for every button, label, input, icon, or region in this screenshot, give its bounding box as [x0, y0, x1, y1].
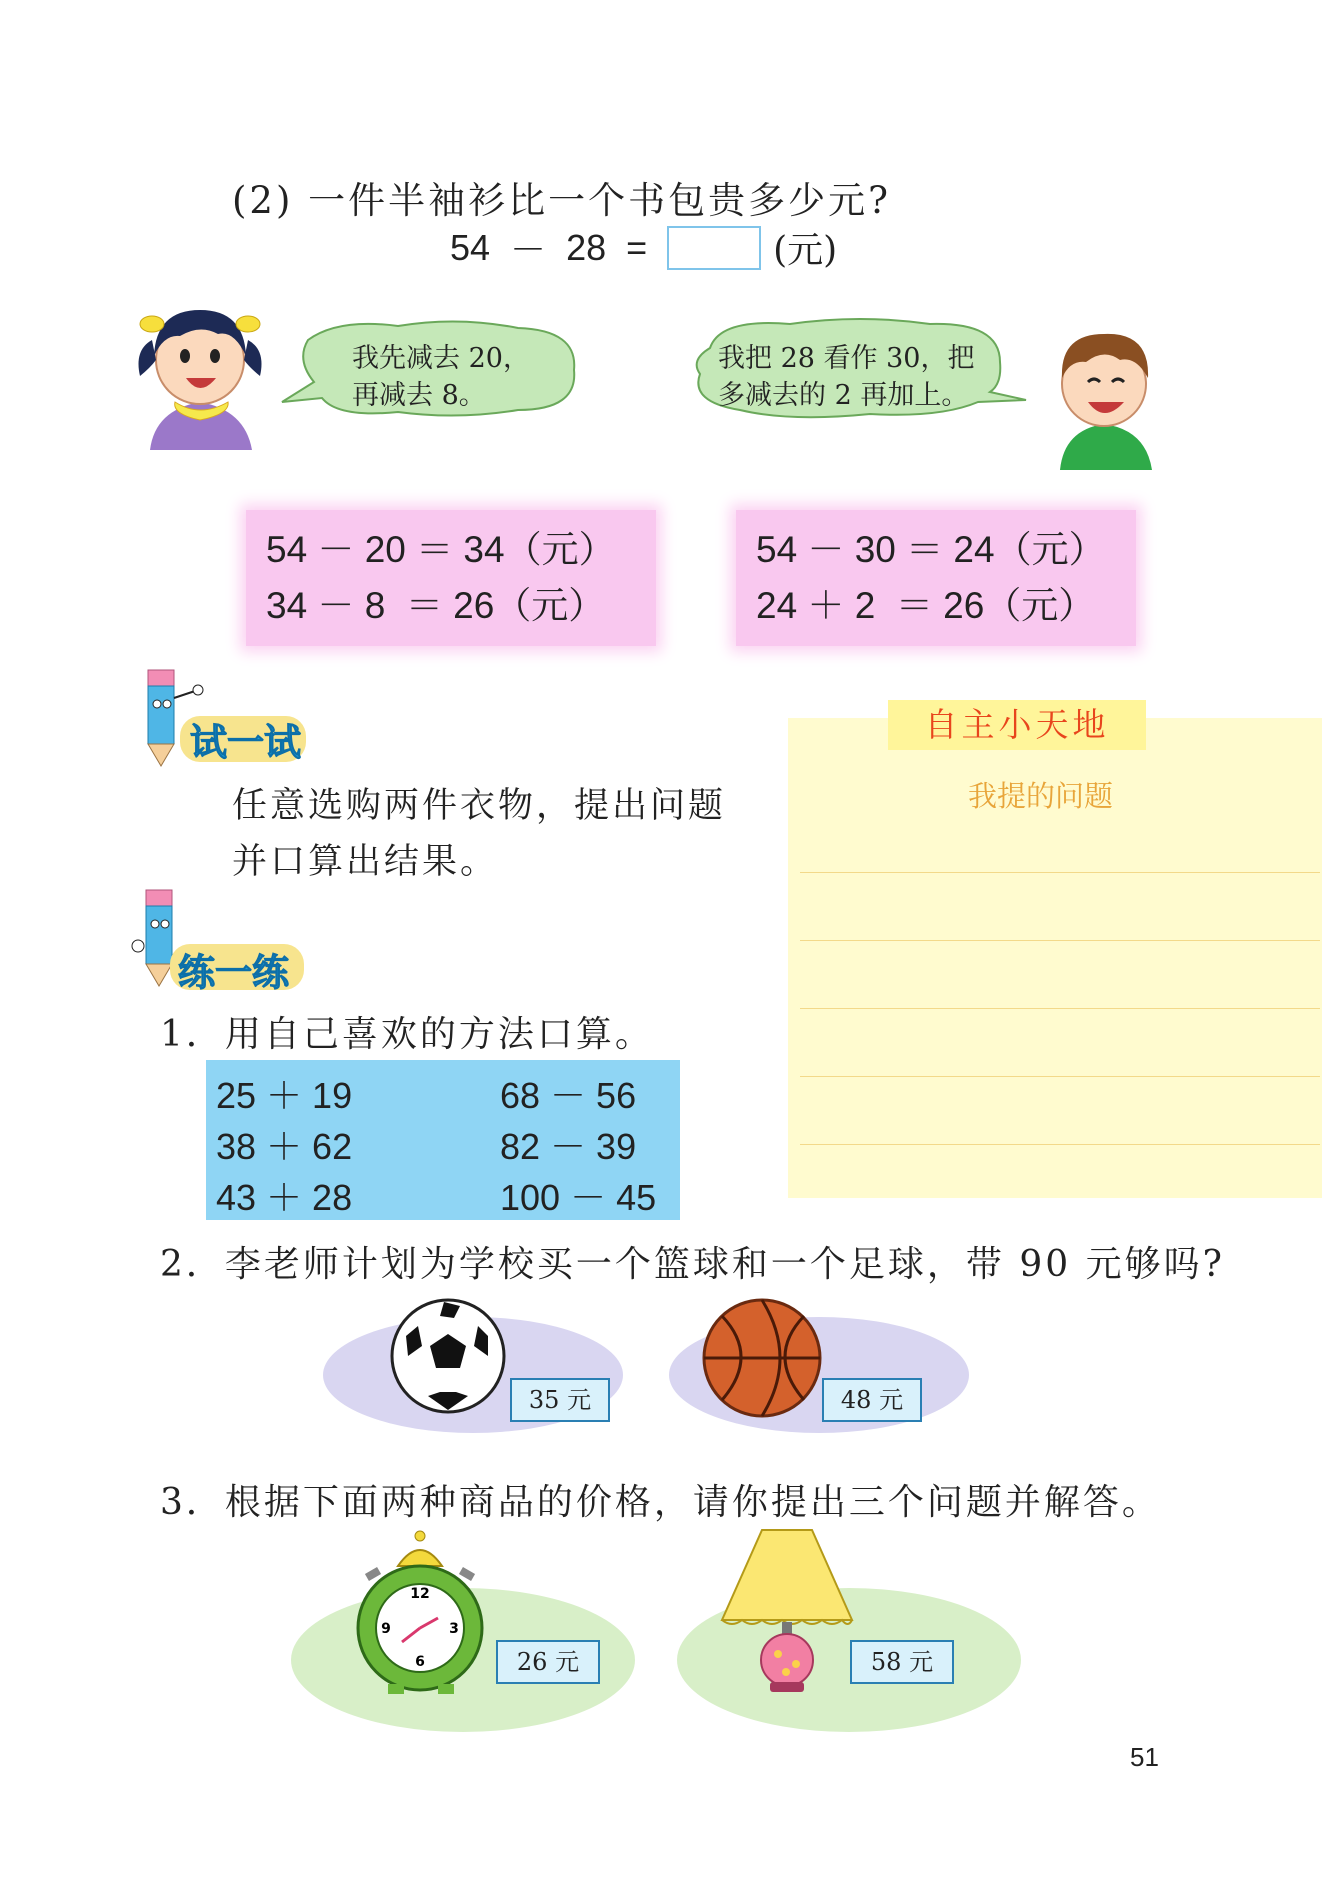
eq-unit: (元) — [773, 230, 838, 271]
girl-bubble-line2: 再减去 8。 — [352, 380, 486, 411]
boy-bubble-line2: 多减去的 2 再加上。 — [718, 380, 969, 411]
writing-line[interactable] — [800, 1144, 1320, 1145]
table-cell: 82 － 39 — [500, 1126, 637, 1167]
answer-box[interactable] — [667, 226, 761, 270]
table-cell: 100 － 45 — [500, 1177, 657, 1218]
eq-equals: = — [626, 226, 648, 268]
table-cell: 43 ＋ 28 — [216, 1177, 353, 1218]
girl-illustration — [130, 290, 270, 450]
boy-calculation-box — [736, 510, 1136, 646]
self-study-subtitle: 我提的问题 — [968, 781, 1114, 813]
try-it-line2: 并口算出结果。 — [232, 842, 499, 882]
girl-bubble-line1: 我先减去 20， — [352, 343, 530, 374]
table-cell: 68 － 56 — [500, 1075, 637, 1116]
try-it-title: 试一试 — [190, 722, 301, 763]
eq-op: － — [510, 229, 547, 270]
basketball-icon — [700, 1296, 824, 1420]
eq-left: 54 — [450, 226, 491, 268]
writing-line[interactable] — [800, 1008, 1320, 1009]
girl-calculation-box — [246, 510, 656, 646]
football-price-tag: 35 元 — [510, 1378, 610, 1422]
try-it-line1: 任意选购两件衣物，提出问题 — [232, 786, 727, 826]
girl-calc-line2: 34 － 8 ＝ 26（元） — [266, 585, 606, 626]
page-number: 51 — [1130, 1742, 1159, 1772]
table-cell: 38 ＋ 62 — [216, 1126, 353, 1167]
clock-numeral-3: 3 — [449, 1621, 459, 1637]
boy-calc-line1: 54 － 30 ＝ 24（元） — [756, 529, 1106, 570]
girl-calc-line1: 54 － 20 ＝ 34（元） — [266, 529, 616, 570]
main-equation — [450, 222, 837, 273]
self-study-title: 自主小天地 — [888, 700, 1146, 750]
girl-bubble-text — [352, 340, 530, 414]
question-2-practice: 2．李老师计划为学校买一个篮球和一个足球，带 90 元够吗? — [160, 1244, 1225, 1285]
clock-numeral-9: 9 — [381, 1621, 391, 1637]
question-1: 1．用自己喜欢的方法口算。 — [160, 1014, 654, 1055]
clock-price-tag: 26 元 — [496, 1640, 600, 1684]
table-lamp-icon — [712, 1524, 862, 1694]
clock-numeral-12: 12 — [410, 1586, 430, 1602]
boy-bubble-text — [718, 340, 974, 414]
boy-bubble-line1: 我把 28 看作 30，把 — [718, 343, 975, 374]
lamp-price-tag: 58 元 — [850, 1640, 954, 1684]
question-2: (2) 一件半袖衫比一个书包贵多少元? — [232, 179, 892, 222]
question-3: 3．根据下面两种商品的价格，请你提出三个问题并解答。 — [160, 1482, 1161, 1523]
writing-line[interactable] — [800, 872, 1320, 873]
football-icon — [388, 1296, 508, 1416]
boy-illustration — [1040, 320, 1170, 470]
practice-title: 练一练 — [178, 952, 289, 993]
writing-line[interactable] — [800, 940, 1320, 941]
alarm-clock-icon — [352, 1530, 488, 1696]
clock-numeral-6: 6 — [415, 1654, 425, 1670]
boy-calc-line2: 24 ＋ 2 ＝ 26（元） — [756, 585, 1096, 626]
table-cell: 25 ＋ 19 — [216, 1075, 353, 1116]
try-it-text — [232, 778, 726, 890]
practice-table — [206, 1060, 680, 1220]
basketball-price-tag: 48 元 — [822, 1378, 922, 1422]
eq-right: 28 — [566, 226, 607, 268]
writing-line[interactable] — [800, 1076, 1320, 1077]
